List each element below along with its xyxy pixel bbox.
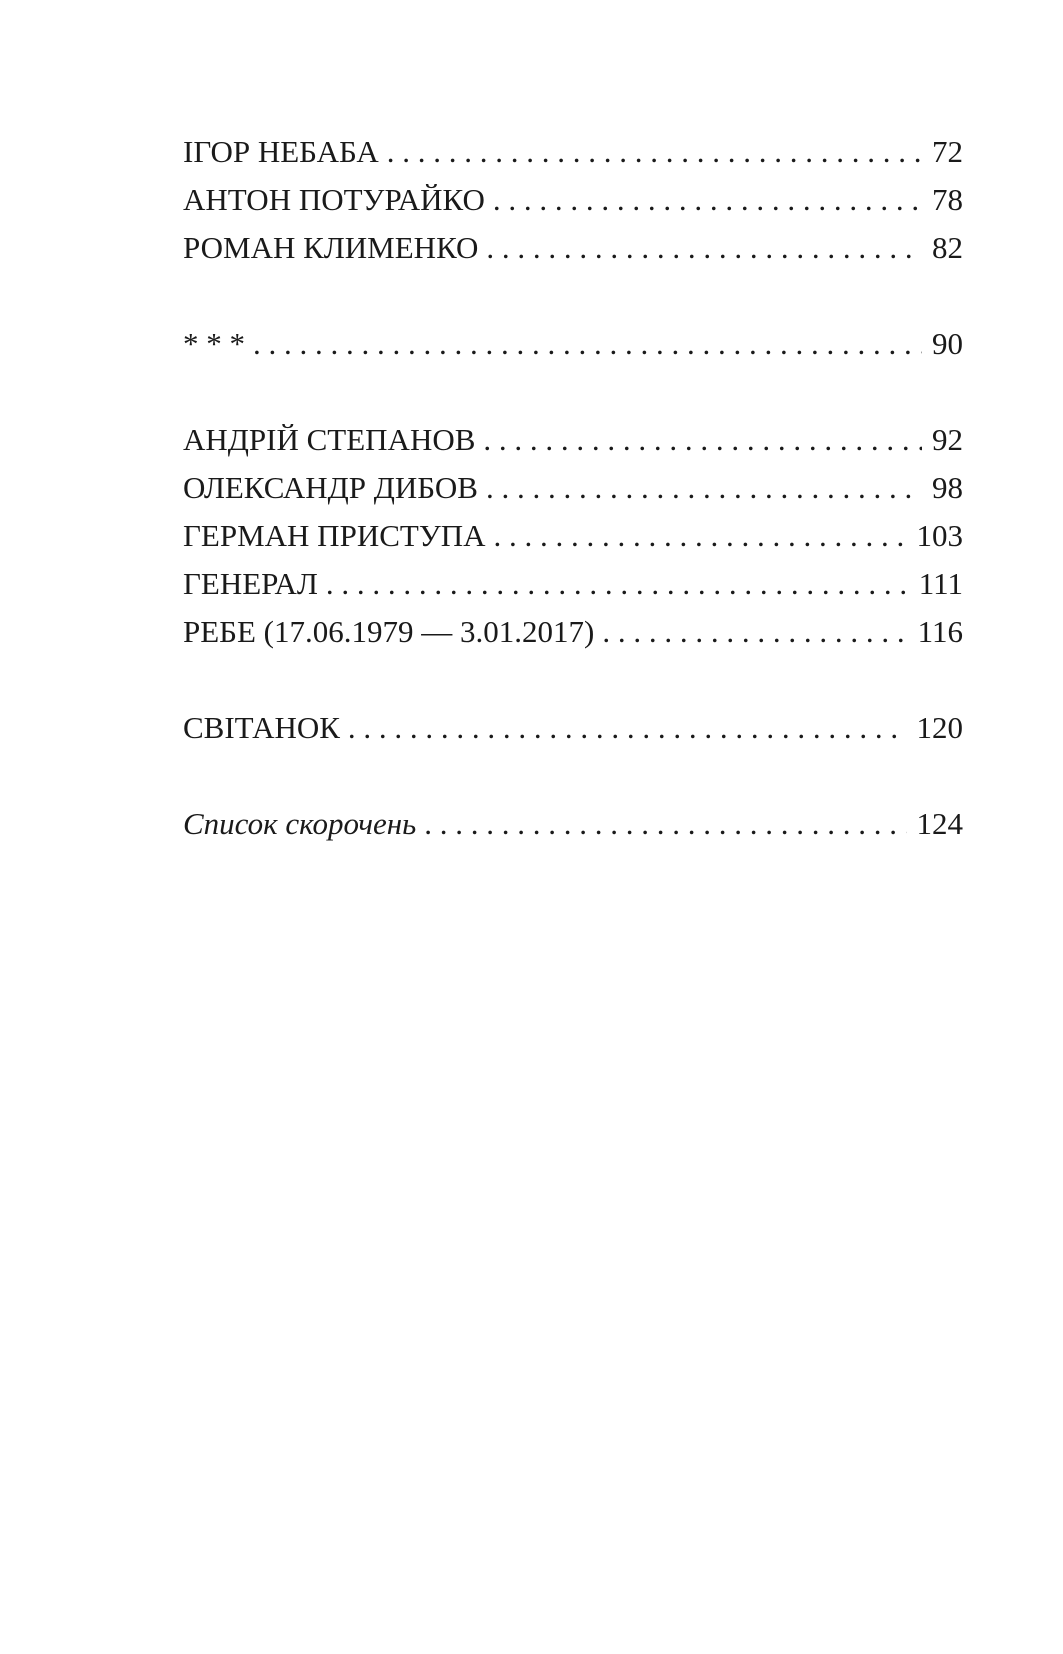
toc-entry[interactable] (183, 608, 963, 656)
toc-entry-title: АНТОН ПОТУРАЙКО (183, 182, 485, 217)
toc-entry-page: 98 (932, 470, 963, 505)
toc-entry-page: 92 (932, 422, 963, 457)
toc-entry-title: ОЛЕКСАНДР ДИБОВ (183, 470, 478, 505)
toc-entry[interactable] (183, 320, 963, 368)
dot-leader (326, 560, 909, 608)
dot-leader (493, 176, 922, 224)
toc-group-5 (183, 800, 963, 848)
toc-entry-title: АНДРІЙ СТЕПАНОВ (183, 422, 476, 457)
toc-entry-title: РОМАН КЛИМЕНКО (183, 230, 479, 265)
toc-entry-page: 82 (932, 230, 963, 265)
toc-entry-page: 78 (932, 182, 963, 217)
dot-leader (602, 608, 907, 656)
toc-entry-title: Список скорочень (183, 806, 417, 841)
toc-entry-page: 116 (917, 614, 963, 649)
toc-entry-page: 90 (932, 326, 963, 361)
toc-group-3 (183, 416, 963, 656)
toc-entry[interactable] (183, 128, 963, 176)
toc-entry[interactable] (183, 560, 963, 608)
toc-entry-page: 120 (916, 710, 963, 745)
toc-entry-title: * * * (183, 326, 245, 361)
toc-group-1 (183, 128, 963, 272)
toc-entry[interactable] (183, 416, 963, 464)
toc-entry-page: 111 (918, 566, 963, 601)
toc-entry[interactable] (183, 224, 963, 272)
dot-leader (253, 320, 922, 368)
dot-leader (348, 704, 907, 752)
dot-leader (486, 224, 922, 272)
toc-entry[interactable] (183, 512, 963, 560)
toc-entry[interactable] (183, 176, 963, 224)
toc-entry-title: ГЕРМАН ПРИСТУПА (183, 518, 486, 553)
toc-entry[interactable] (183, 704, 963, 752)
toc-entry-title: СВІТАНОК (183, 710, 340, 745)
toc-group-4 (183, 704, 963, 752)
dot-leader (486, 464, 922, 512)
toc-entry-title: РЕБЕ (17.06.1979 — 3.01.2017) (183, 614, 595, 649)
dot-leader (424, 800, 906, 848)
dot-leader (387, 128, 922, 176)
dot-leader (483, 416, 922, 464)
toc-group-2 (183, 320, 963, 368)
toc-entry-page: 124 (916, 806, 963, 841)
toc-entry[interactable] (183, 464, 963, 512)
toc-entry-title: ГЕНЕРАЛ (183, 566, 318, 601)
table-of-contents (183, 128, 963, 848)
toc-entry-title: ІГОР НЕБАБА (183, 134, 379, 169)
toc-entry-page: 103 (916, 518, 963, 553)
toc-entry[interactable] (183, 800, 963, 848)
dot-leader (494, 512, 907, 560)
toc-entry-page: 72 (932, 134, 963, 169)
